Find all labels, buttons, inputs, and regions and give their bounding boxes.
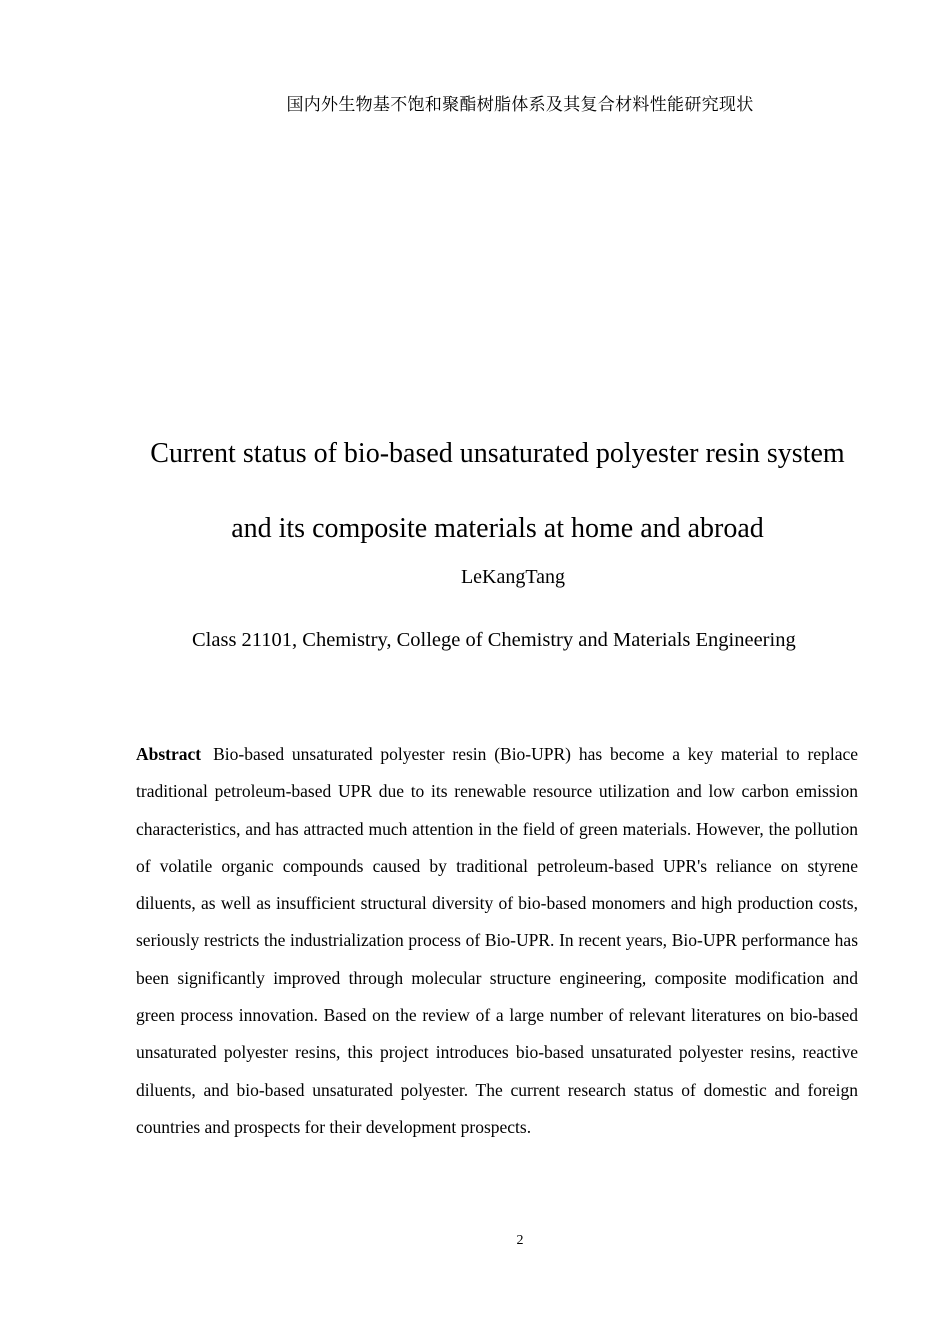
paper-title	[95, 416, 900, 566]
abstract-paragraph	[136, 736, 858, 1146]
running-header: 国内外生物基不饱和聚酯树脂体系及其复合材料性能研究现状	[286, 95, 754, 115]
author-affiliation: Class 21101, Chemistry, College of Chemistry and Materials Engineering	[192, 629, 796, 651]
author-name: LeKangTang	[460, 566, 566, 588]
page-number: 2	[516, 1233, 524, 1248]
paper-title-line-2: and its composite materials at home and abroad	[231, 513, 764, 544]
paper-title-line-1: Current status of bio-based unsaturated polyester resin system	[150, 438, 845, 469]
abstract-label: Abstract	[136, 744, 202, 764]
abstract-text: Bio-based unsaturated polyester resin (Bio-UPR) has become a key material to replace traditional petroleum-based UPR due to its renewable resource utilization and low carbon emission characteristics, and has attracted much attention in the field of green materials. However, the pollution of volatile organic compounds caused by traditional petroleum-based UPR's reliance on styrene diluents, as well as insufficient structural diversity of bio-based monomers and high production costs, seriously restricts the industrialization process of Bio-UPR. In recent years, Bio-UPR performance has been significantly improved through molecular structure engineering, composite modification and green process innovation. Based on the review of a large number of relevant literatures on bio-based unsaturated polyester resins, this project introduces bio-based unsaturated polyester resins, reactive diluents, and bio-based unsaturated polyester. The current research status of domestic and foreign countries and prospects for their development prospects.	[136, 744, 858, 1137]
